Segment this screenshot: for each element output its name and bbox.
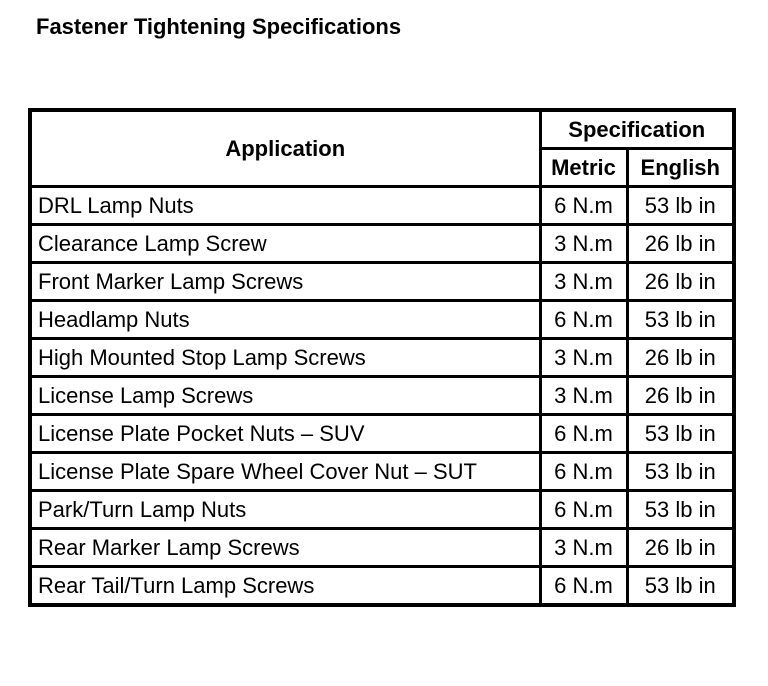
metric-cell: 3 N.m	[540, 225, 627, 263]
english-cell: 53 lb in	[627, 301, 734, 339]
english-cell: 53 lb in	[627, 491, 734, 529]
application-cell: License Lamp Screws	[30, 377, 540, 415]
application-cell: License Plate Spare Wheel Cover Nut – SUT	[30, 453, 540, 491]
application-cell: Park/Turn Lamp Nuts	[30, 491, 540, 529]
header-metric: Metric	[540, 149, 627, 187]
metric-cell: 6 N.m	[540, 301, 627, 339]
table-row	[30, 491, 734, 529]
english-cell: 26 lb in	[627, 263, 734, 301]
application-cell: License Plate Pocket Nuts – SUV	[30, 415, 540, 453]
english-cell: 53 lb in	[627, 453, 734, 491]
english-cell: 26 lb in	[627, 377, 734, 415]
table-row	[30, 567, 734, 606]
header-specification: Specification	[540, 110, 734, 149]
english-cell: 53 lb in	[627, 187, 734, 225]
table-row	[30, 263, 734, 301]
metric-cell: 3 N.m	[540, 339, 627, 377]
table-row	[30, 529, 734, 567]
english-cell: 26 lb in	[627, 529, 734, 567]
application-cell: DRL Lamp Nuts	[30, 187, 540, 225]
table-row	[30, 415, 734, 453]
application-cell: Front Marker Lamp Screws	[30, 263, 540, 301]
metric-cell: 3 N.m	[540, 377, 627, 415]
application-cell: Rear Marker Lamp Screws	[30, 529, 540, 567]
application-cell: High Mounted Stop Lamp Screws	[30, 339, 540, 377]
metric-cell: 3 N.m	[540, 263, 627, 301]
table-row	[30, 339, 734, 377]
english-cell: 26 lb in	[627, 225, 734, 263]
table-row	[30, 377, 734, 415]
metric-cell: 3 N.m	[540, 529, 627, 567]
english-cell: 26 lb in	[627, 339, 734, 377]
header-english: English	[627, 149, 734, 187]
application-cell: Headlamp Nuts	[30, 301, 540, 339]
table-row	[30, 225, 734, 263]
table-body	[30, 187, 734, 606]
header-row-top	[30, 110, 734, 149]
english-cell: 53 lb in	[627, 415, 734, 453]
english-cell: 53 lb in	[627, 567, 734, 606]
table-row	[30, 187, 734, 225]
metric-cell: 6 N.m	[540, 187, 627, 225]
application-cell: Clearance Lamp Screw	[30, 225, 540, 263]
metric-cell: 6 N.m	[540, 567, 627, 606]
header-application: Application	[30, 110, 540, 187]
application-cell: Rear Tail/Turn Lamp Screws	[30, 567, 540, 606]
metric-cell: 6 N.m	[540, 491, 627, 529]
document-title: Fastener Tightening Specifications	[36, 14, 402, 39]
metric-cell: 6 N.m	[540, 415, 627, 453]
table-header	[30, 110, 734, 187]
table-row	[30, 301, 734, 339]
metric-cell: 6 N.m	[540, 453, 627, 491]
fastener-spec-table	[28, 108, 736, 607]
table-row	[30, 453, 734, 491]
